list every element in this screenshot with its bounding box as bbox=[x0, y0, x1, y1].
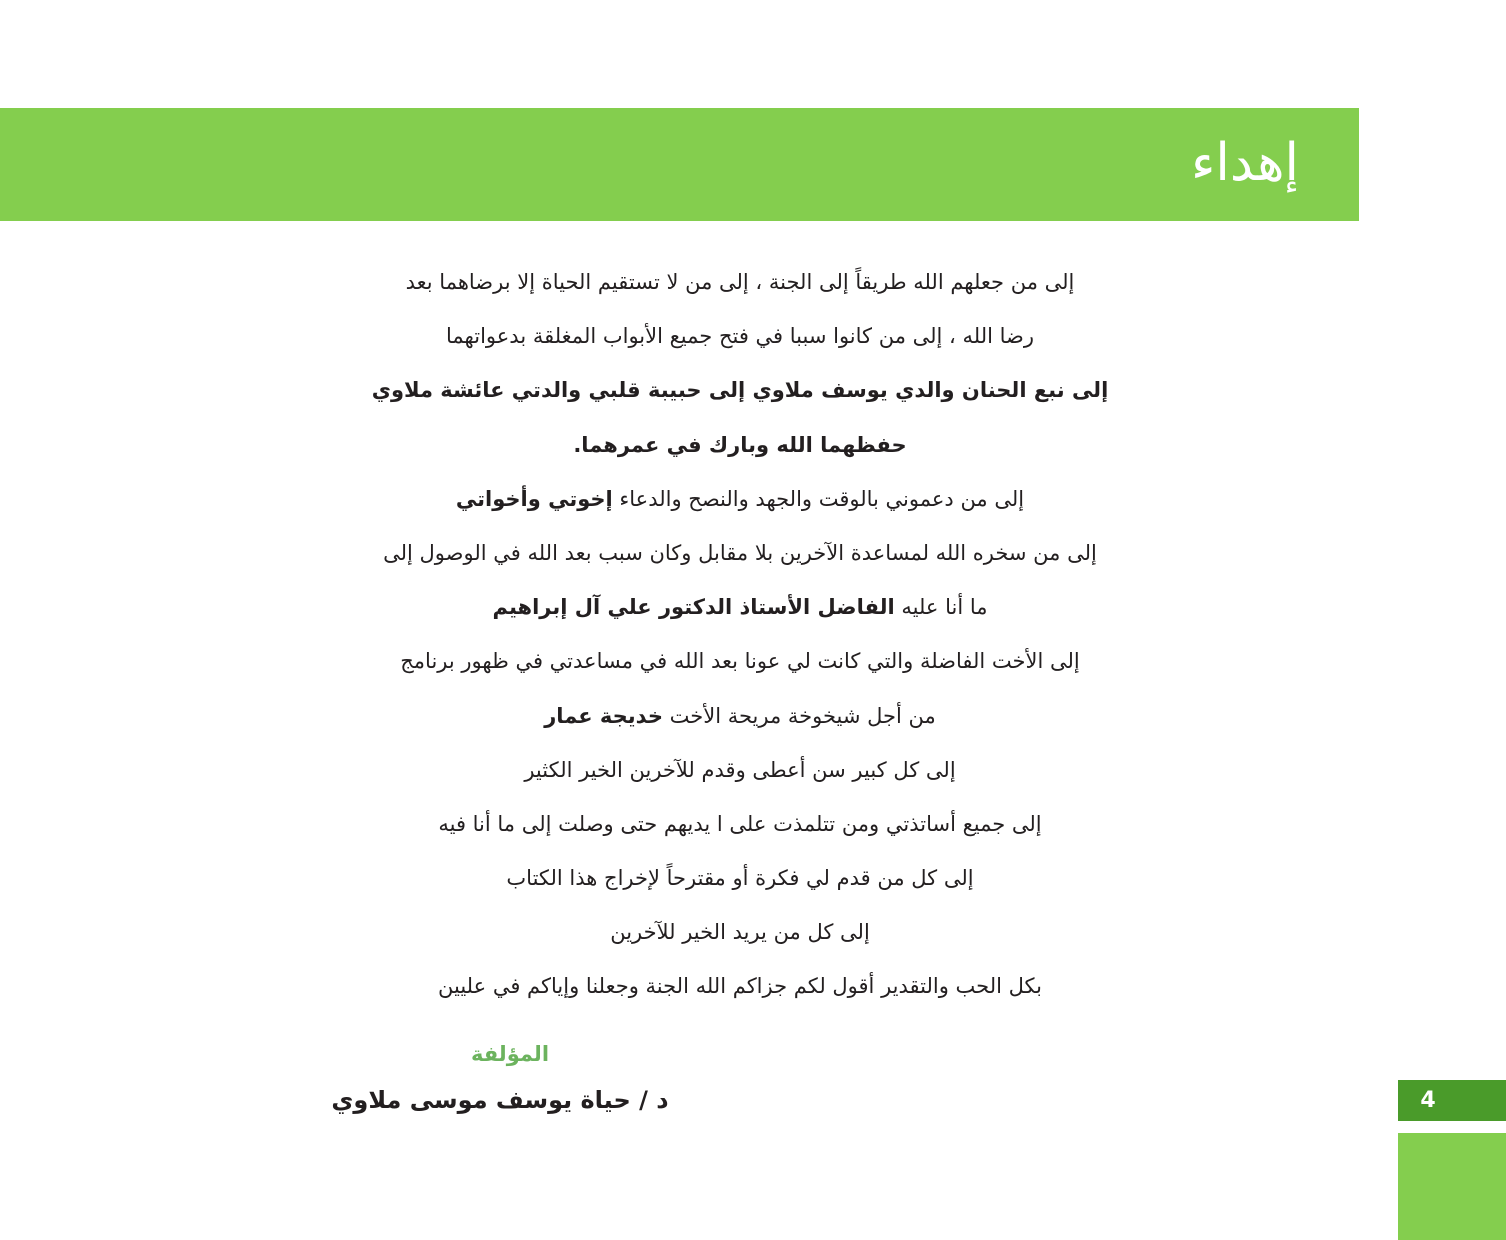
dedication-line-text: إلى من جعلهم الله طريقاً إلى الجنة ، إلى من لا تستقيم الحياة إلا برضاهما بعد bbox=[405, 270, 1075, 294]
dedication-line-bold-text: الفاضل الأستاذ الدكتور علي آل إبراهيم bbox=[492, 595, 895, 620]
dedication-line-text: إلى كل من قدم لي فكرة أو مقترحاً لإخراج هذا الكتاب bbox=[506, 866, 974, 891]
page-number: 4 bbox=[1420, 1088, 1436, 1113]
dedication-line bbox=[300, 959, 1180, 1013]
dedication-line-bold-text: إخوتي وأخواتي bbox=[455, 486, 613, 511]
dedication-line-bold-text: إلى نبع الحنان والدي يوسف ملاوي إلى حبيبة قلبي والدتي عائشة ملاوي bbox=[371, 378, 1109, 403]
author-name: د / حياة يوسف موسى ملاوي bbox=[331, 1086, 669, 1114]
dedication-line bbox=[300, 255, 1180, 309]
dedication-line bbox=[300, 472, 1180, 526]
dedication-line-text: بكل الحب والتقدير أقول لكم جزاكم الله الجنة وجعلنا وإياكم في عليين bbox=[438, 974, 1042, 999]
page-title: إهداء bbox=[1190, 133, 1299, 193]
page-corner-block bbox=[1398, 1133, 1506, 1240]
dedication-line bbox=[300, 689, 1180, 743]
dedication-line bbox=[300, 905, 1180, 959]
dedication-line bbox=[300, 526, 1180, 580]
dedication-line bbox=[300, 580, 1180, 634]
author-label: المؤلفة bbox=[470, 1042, 550, 1066]
dedication-line bbox=[300, 309, 1180, 363]
dedication-line-text: ما أنا عليه bbox=[894, 595, 988, 620]
dedication-text bbox=[300, 255, 1180, 1014]
dedication-line-text: إلى من دعموني بالوقت والجهد والنصح والدعاء bbox=[612, 486, 1025, 511]
dedication-line bbox=[300, 851, 1180, 905]
dedication-line-text: إلى جميع أساتذتي ومن تتلمذت على ا يديهم حتى وصلت إلى ما أنا فيه bbox=[438, 811, 1042, 836]
dedication-line bbox=[300, 797, 1180, 851]
page-number-tab bbox=[1398, 1080, 1506, 1121]
dedication-line-bold-text: حفظهما الله وبارك في عمرهما. bbox=[573, 432, 907, 457]
dedication-line-text: إلى كل من يريد الخير للآخرين bbox=[610, 920, 870, 945]
header-band bbox=[0, 108, 1359, 221]
dedication-line-text: إلى من سخره الله لمساعدة الآخرين بلا مقابل وكان سبب بعد الله في الوصول إلى bbox=[383, 540, 1097, 565]
dedication-line-text: رضا الله ، إلى من كانوا سببا في فتح جميع الأبواب المغلقة بدعواتهما bbox=[446, 324, 1034, 349]
dedication-line bbox=[300, 634, 1180, 688]
dedication-line bbox=[300, 418, 1180, 472]
dedication-line-text: من أجل شيخوخة مريحة الأخت bbox=[662, 703, 936, 728]
dedication-line bbox=[300, 363, 1180, 417]
dedication-line-bold-text: خديجة عمار bbox=[544, 703, 663, 728]
dedication-line bbox=[300, 743, 1180, 797]
dedication-line-text: إلى الأخت الفاضلة والتي كانت لي عونا بعد الله في مساعدتي في ظهور برنامج bbox=[400, 649, 1080, 674]
dedication-line-text: إلى كل كبير سن أعطى وقدم للآخرين الخير الكثير bbox=[524, 757, 956, 782]
